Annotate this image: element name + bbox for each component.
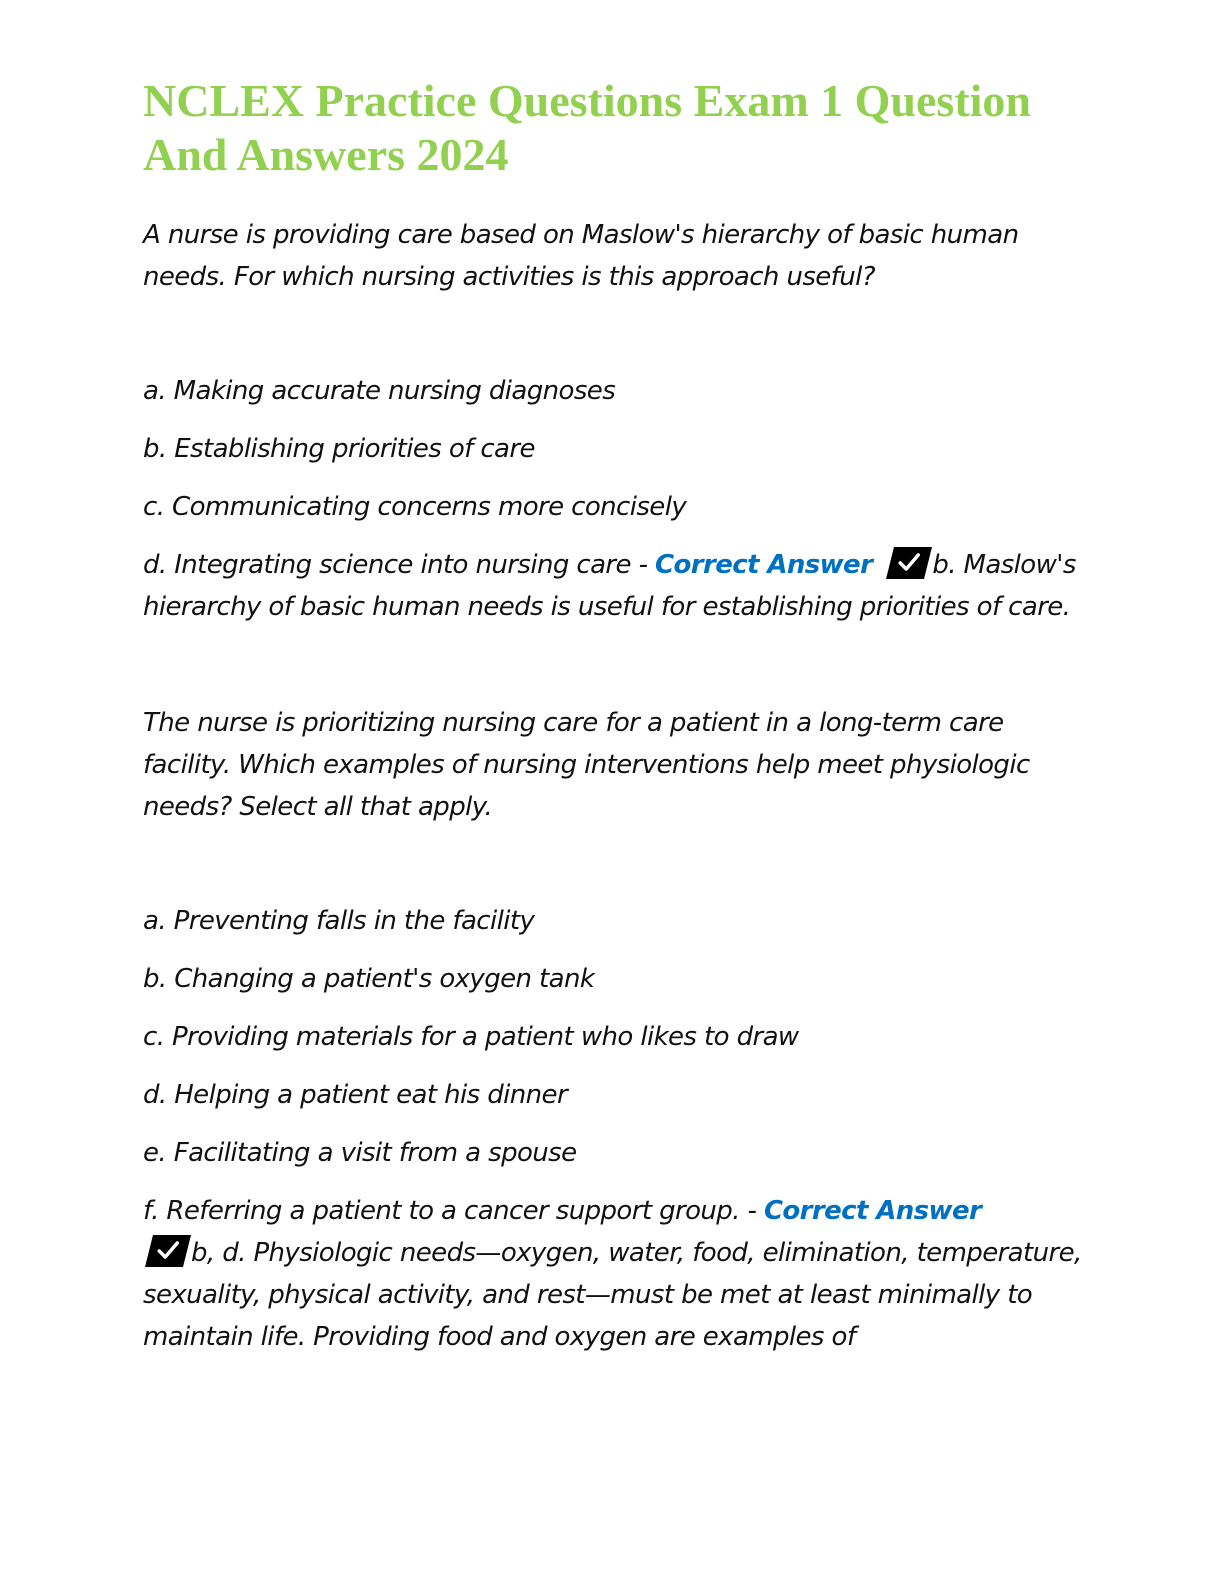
question-2-stem: The nurse is prioritizing nursing care for a patient in a long-term care facility. Which examples of nursing interventions help meet physiologic needs? Select all that apply. [143, 708, 1030, 822]
question-1-option-b: b. Establishing priorities of care [143, 434, 535, 464]
question-2-answer-text: b, d. Physiologic needs—oxygen, water, food, elimination, temperature, sexuality, physical activity, and rest—must be met at least minimally to maintain life. Providing food and oxygen are examples of [143, 1238, 1082, 1352]
question-1-answer-block [143, 544, 1083, 628]
question-2-option-f: f. Referring a patient to a cancer support group. - [143, 1196, 764, 1226]
correct-answer-label: Correct Answer [655, 550, 873, 580]
question-2-option-e: e. Facilitating a visit from a spouse [143, 1138, 577, 1168]
question-1-option-c: c. Communicating concerns more concisely [143, 492, 687, 522]
question-2-option-d: d. Helping a patient eat his dinner [143, 1080, 568, 1110]
document-page [143, 74, 1083, 1358]
question-1-stem: A nurse is providing care based on Maslow's hierarchy of basic human needs. For which nursing activities is this approach useful? [143, 220, 1019, 292]
document-title: NCLEX Practice Questions Exam 1 Question And Answers 2024 [143, 75, 1032, 180]
checkmark-icon [145, 1235, 191, 1267]
question-2-option-a: a. Preventing falls in the facility [143, 906, 535, 936]
correct-answer-label: Correct Answer [763, 1196, 982, 1226]
question-2-option-c: c. Providing materials for a patient who likes to draw [143, 1022, 799, 1052]
question-1-answer-text: b. Maslow's hierarchy of basic human needs is useful for establishing priorities of care. [143, 550, 1076, 622]
checkmark-icon [886, 547, 932, 579]
question-1-option-a: a. Making accurate nursing diagnoses [143, 376, 616, 406]
question-1-option-d: d. Integrating science into nursing care - [143, 550, 656, 580]
question-2-option-b: b. Changing a patient's oxygen tank [143, 964, 595, 994]
question-2-answer-block [143, 1190, 1083, 1358]
